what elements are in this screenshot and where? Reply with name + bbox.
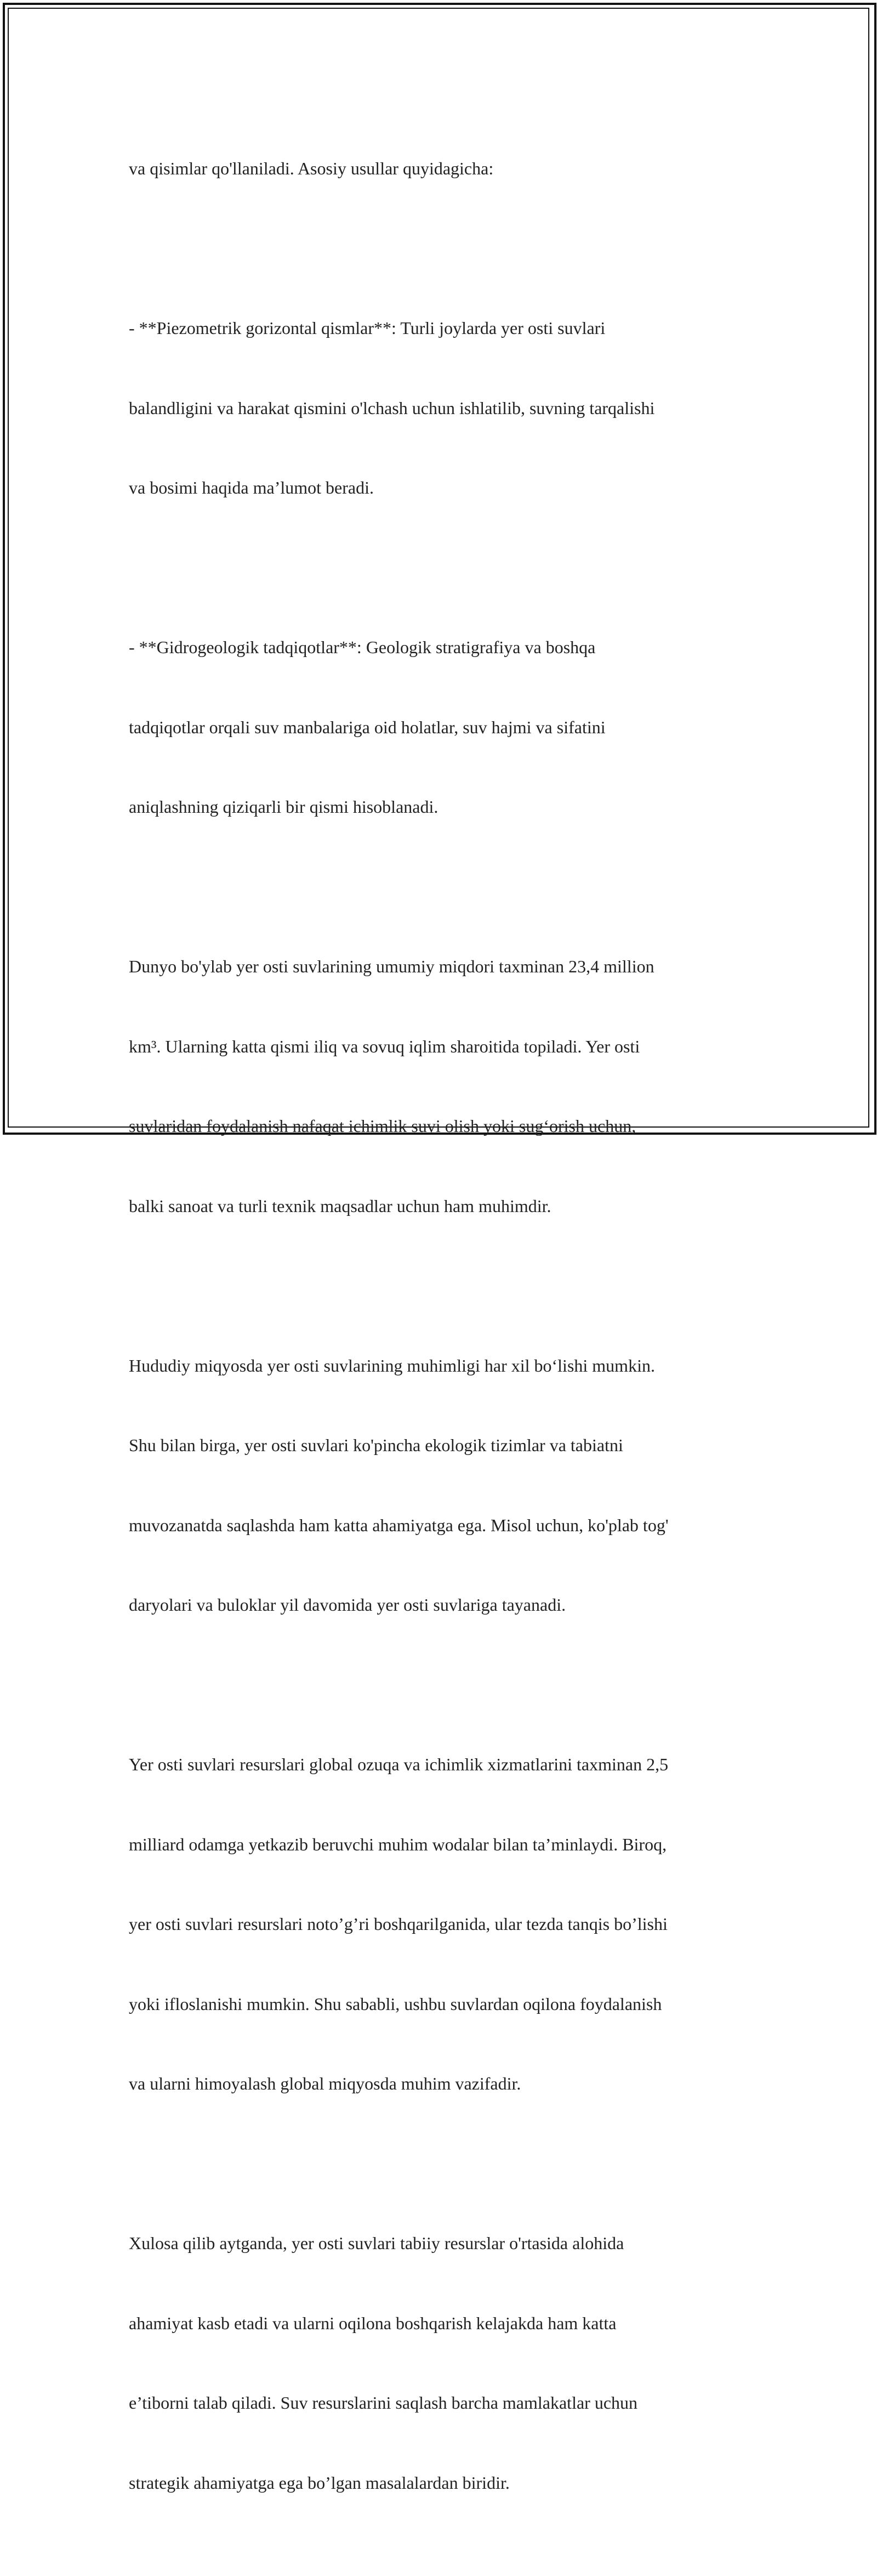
text-line: - **Piezometrik gorizontal qismlar**: Turli joylarda yer osti suvlari xyxy=(129,318,606,338)
paragraph-hydrogeological-studies xyxy=(129,581,759,874)
paragraph-piezometric-methods xyxy=(129,262,759,554)
text-line: balki sanoat va turli texnik maqsadlar uchun ham muhimdir. xyxy=(129,1196,551,1216)
text-line: aniqlashning qiziqarli bir qismi hisoblanadi. xyxy=(129,797,438,817)
text-line: va bosimi haqida ma’lumot beradi. xyxy=(129,478,374,497)
text-line: e’tiborni talab qiladi. Suv resurslarini saqlash barcha mamlakatlar uchun xyxy=(129,2393,638,2413)
text-line: balandligini va harakat qismini o'lchash uchun ishlatilib, suvning tarqalishi xyxy=(129,398,655,418)
text-line: daryolari va buloklar yil davomida yer osti suvlariga tayanadi. xyxy=(129,1595,566,1615)
text-line: Shu bilan birga, yer osti suvlari ko'pincha ekologik tizimlar va tabiatni xyxy=(129,1435,623,1455)
paragraph-intro xyxy=(129,102,759,235)
paragraph-conclusion xyxy=(129,2177,759,2549)
text-line: Dunyo bo'ylab yer osti suvlarining umumiy miqdori taxminan 23,4 million xyxy=(129,956,654,976)
paragraph-resources xyxy=(129,1698,759,2150)
text-line: km³. Ularning katta qismi iliq va sovuq iqlim sharoitida topiladi. Yer osti xyxy=(129,1036,640,1056)
paragraph-regional-importance xyxy=(129,1299,759,1672)
text-line: yer osti suvlari resurslari noto’g’ri boshqarilganida, ular tezda tanqis bo’lishi xyxy=(129,1914,668,1934)
text-line: muvozanatda saqlashda ham katta ahamiyatga ega. Misol uchun, ko'plab tog' xyxy=(129,1515,669,1535)
text-line: suvlaridan foydalanish nafaqat ichimlik suvi olish yoki sug‘orish uchun, xyxy=(129,1116,636,1136)
text-line: - **Gidrogeologik tadqiqotlar**: Geologik stratigrafiya va boshqa xyxy=(129,637,596,657)
text-line: Xulosa qilib aytganda, yer osti suvlari tabiiy resurslar o'rtasida alohida xyxy=(129,2233,624,2253)
paragraph-global-volume xyxy=(129,900,759,1272)
text-line: tadqiqotlar orqali suv manbalariga oid holatlar, suv hajmi va sifatini xyxy=(129,717,606,737)
text-line: strategik ahamiyatga ega bo’lgan masalalardan biridir. xyxy=(129,2472,510,2493)
document-body xyxy=(129,102,759,2576)
text-line: ahamiyat kasb etadi va ularni oqilona boshqarish kelajakda ham katta xyxy=(129,2313,617,2333)
text-line: va ularni himoyalash global miqyosda muhim vazifadir. xyxy=(129,2074,521,2093)
text-line: milliard odamga yetkazib beruvchi muhim wodalar bilan ta’minlaydi. Biroq, xyxy=(129,1834,667,1854)
text-line: va qisimlar qo'llaniladi. Asosiy usullar quyidagicha: xyxy=(129,158,494,178)
text-line: Yer osti suvlari resurslari global ozuqa va ichimlik xizmatlarini taxminan 2,5 xyxy=(129,1754,669,1774)
text-line: yoki ifloslanishi mumkin. Shu sababli, ushbu suvlardan oqilona foydalanish xyxy=(129,1994,662,2014)
text-line: Hududiy miqyosda yer osti suvlarining muhimligi har xil bo‘lishi mumkin. xyxy=(129,1355,655,1375)
